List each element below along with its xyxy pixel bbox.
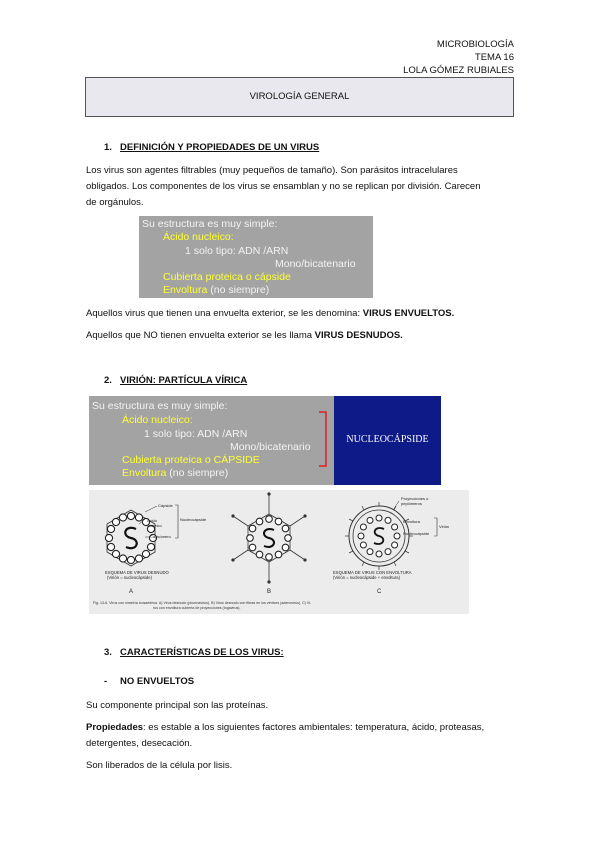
label-b: B: [267, 589, 272, 595]
properties-paragraph: Propiedades: es estable a los siguientes factores ambientales: temperatura, ácido, proteasas, detergentes, desecación.: [86, 720, 516, 752]
enveloped-paragraph: Aquellos virus que tienen una envuelta exterior, se les denomina: VIRUS ENVUELTOS.: [86, 308, 455, 319]
section-1-title: DEFINICIÓN Y PROPIEDADES DE UN VIRUS: [120, 142, 320, 153]
section-2-number: 2.: [104, 375, 112, 386]
label-nucleocapside-c: Nucleocápside: [403, 531, 430, 536]
label-nucleocapside-a: Nucleocápside: [180, 517, 207, 522]
naked-paragraph: Aquellos que NO tienen envuelta exterior se les llama VIRUS DESNUDOS.: [86, 330, 403, 341]
bold-term: VIRUS DESNUDOS.: [314, 330, 403, 341]
bracket-icon: [317, 410, 331, 468]
virus-symmetry-figure: [89, 490, 469, 614]
title-box: [85, 77, 514, 117]
label-c: C: [377, 589, 382, 595]
lysis-paragraph: Son liberados de la célula por lisis.: [86, 760, 233, 771]
slide-line: Mono/bicatenario: [275, 258, 356, 270]
subsection-title: NO ENVUELTOS: [120, 676, 195, 687]
paragraph-line: Los virus son agentes filtrables (muy pequeños de tamaño). Son parásitos intracelulares: [86, 165, 458, 176]
document-header: [403, 38, 514, 77]
sub-bullet: -: [104, 676, 108, 687]
slide-line: Envoltura (no siempre): [163, 284, 270, 296]
figure-caption-line2: rus con envoltura cubierta de proyecciones (togavirus).: [153, 606, 241, 610]
caption-a-line1: ESQUEMA DE VIRUS DESNUDO: [105, 570, 169, 575]
slide-line: 1 solo tipo: ADN /ARN: [185, 245, 289, 257]
section-3-number: 3.: [104, 647, 112, 658]
slide-line: Ácido nucleico:: [122, 414, 193, 426]
label-a: A: [129, 589, 134, 595]
section-2-heading: [104, 375, 247, 386]
slide-line: Su estructura es muy simple:: [142, 218, 278, 230]
figure-caption-line1: Fig. 13-6. Virus con simetría icosaédrica. A) Virus desnudo (picornavirus). B) Virus desnudo con fibras en los vértices (adenovirus). C) Vi-: [93, 601, 312, 605]
virus-c-diagram: [345, 502, 413, 570]
slide-line: Envoltura (no siempre): [122, 467, 229, 479]
section-3-heading: 3. CARACTERÍSTICAS DE LOS VIRUS:: [104, 647, 284, 658]
nucleocapsid-label: NUCLEOCÁPSIDE: [346, 434, 429, 445]
header-subject: MICROBIOLOGÍA: [436, 39, 514, 50]
structure-slide-image: [139, 216, 373, 298]
nucleocapsid-label-box: [334, 396, 441, 485]
component-paragraph: Su componente principal son las proteínas.: [86, 700, 269, 711]
label-peplomeros: peplómeros: [401, 501, 422, 506]
slide-line: Su estructura es muy simple:: [92, 400, 228, 412]
caption-a-line2: (Virión = nucleocápside): [107, 575, 152, 580]
label-virion: Virión: [439, 524, 450, 529]
slide-line: Ácido nucleico:: [163, 231, 234, 243]
header-author: LOLA GÓMEZ RUBIALES: [403, 65, 514, 76]
section-3-title: CARACTERÍSTICAS DE LOS VIRUS: [120, 647, 281, 658]
caption-c-line2: (Virión = nucleocápside + envoltura): [333, 575, 400, 580]
page-title: VIROLOGÍA GENERAL: [249, 91, 350, 102]
virus-b-diagram: [231, 492, 306, 583]
section-2-title: VIRIÓN: PARTÍCULA VÍRICA: [120, 375, 248, 386]
bold-term: Propiedades: [86, 722, 144, 733]
header-topic: TEMA 16: [474, 52, 514, 63]
label-acido: Ácido: [147, 518, 158, 523]
caption-c-line1: ESQUEMA DE VIRUS CON ENVOLTURA: [333, 570, 412, 575]
bold-term: VIRUS ENVUELTOS.: [362, 308, 455, 319]
label-envoltura: Envoltura: [403, 519, 420, 524]
slide-line: Mono/bicatenario: [230, 441, 311, 453]
label-capside: Cápside: [158, 503, 173, 508]
slide-line: Cubierta proteica o CÁPSIDE: [122, 454, 260, 466]
paragraph-line: de orgánulos.: [86, 197, 144, 208]
section-1-number: 1.: [104, 142, 112, 153]
section-1-heading: [104, 142, 319, 153]
subsection-heading: [104, 676, 194, 687]
slide-line: 1 solo tipo: ADN /ARN: [144, 428, 248, 440]
label-proyecciones: Proyecciones o: [401, 496, 429, 501]
paragraph-line: obligados. Los componentes de los virus se ensamblan y no se replican por división. Carecen: [86, 181, 481, 192]
label-capsomero: Capsómero: [150, 534, 171, 539]
slide-line: Cubierta proteica o cápside: [163, 271, 291, 283]
label-nucleico: nucleico: [147, 523, 162, 528]
paragraph-line: detergentes, desecación.: [86, 738, 193, 749]
virion-slide-image: [89, 396, 334, 485]
section-1-paragraph: [86, 163, 516, 211]
